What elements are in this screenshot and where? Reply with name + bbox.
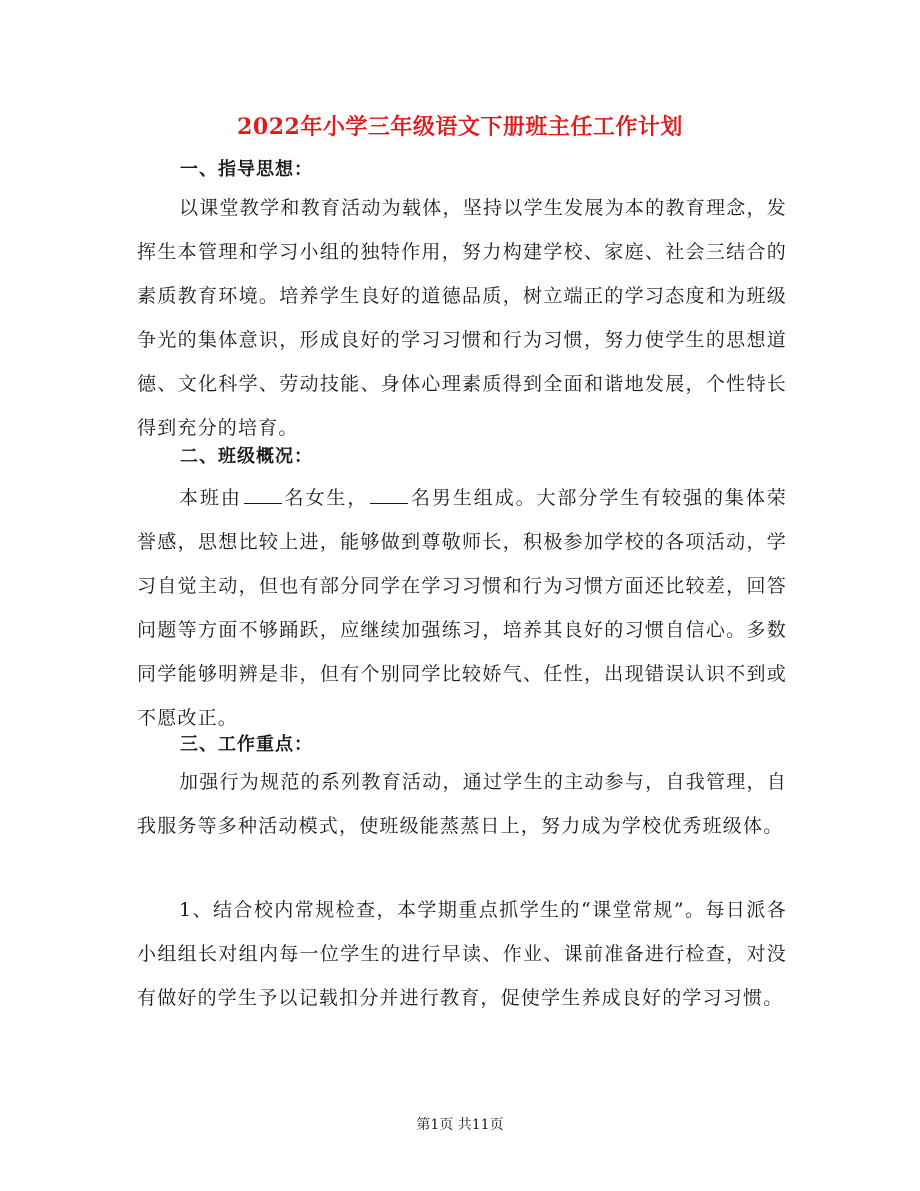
page-number: 第1页 共11页 bbox=[416, 1117, 504, 1133]
paragraph-guiding-thought: 以课堂教学和教育活动为载体，坚持以学生发展为本的教育理念，发挥生本管理和学习小组的独特作用，努力构建学校、家庭、社会三结合的素质教育环境。培养学生良好的道德品质，树立端正的学习态度和为班级争光的集体意识，形成良好的学习习惯和行为习惯，努力使学生的思想道德、文化科学、劳动技能、身体心理素质得到全面和谐地发展，个性特长得到充分的培育。 bbox=[137, 197, 787, 439]
page-title: 2022年小学三年级语文下册班主任工作计划 bbox=[237, 114, 683, 140]
paragraph-work-focus-item-1: 1、结合校内常规检查，本学期重点抓学生的“课堂常规”。每日派各小组组长对组内每一位学生的进行早读、作业、课前准备进行检查，对没有做好的学生予以记载扣分并进行教育，促使学生养成良好的学习习惯。 bbox=[137, 899, 787, 1009]
text-segment: 本班由 bbox=[179, 487, 242, 509]
text-segment: 名女生， bbox=[283, 487, 369, 509]
paragraph-class-overview bbox=[137, 476, 787, 740]
blank-male-count bbox=[370, 487, 408, 504]
blank-female-count bbox=[244, 487, 282, 504]
section-heading-work-focus: 三、工作重点： bbox=[180, 734, 313, 755]
section-heading-guiding-thought: 一、指导思想： bbox=[180, 159, 313, 180]
paragraph-work-focus: 加强行为规范的系列教育活动，通过学生的主动参与，自我管理，自我服务等多种活动模式，使班级能蒸蒸日上，努力成为学校优秀班级体。 bbox=[137, 771, 787, 837]
section-heading-class-overview: 二、班级概况： bbox=[180, 446, 313, 467]
text-segment: 名男生组成。大部分学生有较强的集体荣誉感，思想比较上进，能够做到尊敬师长，积极参加学校的各项活动，学习自觉主动，但也有部分同学在学习习惯和行为习惯方面还比较差，回答问题等方面不够踊跃，应继续加强练习，培养其良好的习惯自信心。多数同学能够明辨是非，但有个别同学比较娇气、任性，出现错误认识不到或不愿改正。 bbox=[137, 487, 787, 729]
